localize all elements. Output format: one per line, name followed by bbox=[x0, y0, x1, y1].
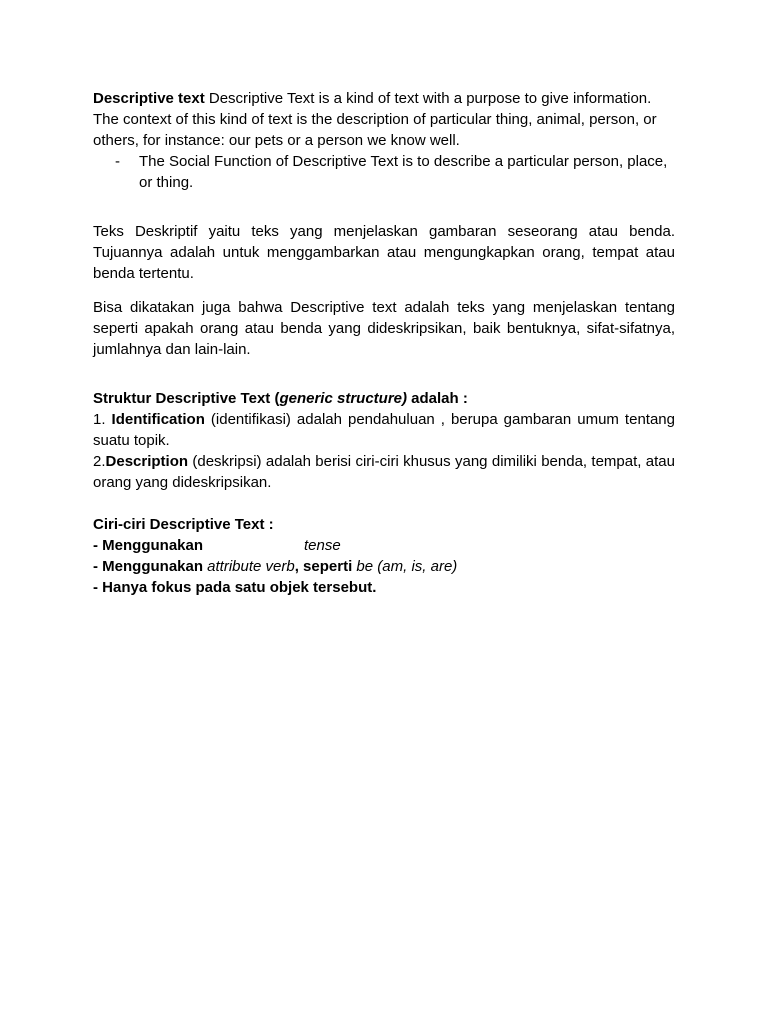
intro-paragraph bbox=[93, 88, 675, 151]
spacer bbox=[93, 493, 675, 514]
feature-line-1 bbox=[93, 535, 675, 556]
structure-item-identification bbox=[93, 409, 675, 451]
intro-term: Descriptive text bbox=[93, 90, 205, 107]
structure-item-description bbox=[93, 451, 675, 493]
feature-line-2-text: - Menggunakan bbox=[93, 558, 208, 575]
features-heading bbox=[93, 514, 675, 535]
feature-line-1-text: - Menggunakan bbox=[93, 537, 204, 554]
feature-line-3 bbox=[93, 577, 675, 598]
spacer bbox=[93, 284, 675, 297]
spacer bbox=[93, 360, 675, 388]
features-heading-text: Ciri-ciri Descriptive Text : bbox=[93, 516, 274, 533]
structure-heading-b: adalah : bbox=[407, 390, 468, 407]
structure-item-text: (identifikasi) adalah pendahuluan , berupa gambaran umum tentang suatu topik. bbox=[93, 411, 675, 449]
structure-heading-a: Struktur Descriptive Text ( bbox=[93, 390, 280, 407]
structure-item-term: Identification bbox=[111, 411, 205, 428]
feature-line-2 bbox=[93, 556, 675, 577]
structure-heading bbox=[93, 388, 675, 409]
structure-item-text: (deskripsi) adalah berisi ciri-ciri khusus yang dimiliki benda, tempat, atau orang yang dideskripsikan. bbox=[93, 453, 675, 491]
paragraph-bisa-dikatakan: Bisa dikatakan juga bahwa Descriptive text adalah teks yang menjelaskan tentang seperti apakah orang atau benda yang dideskripsikan, baik bentuknya, sifat-sifatnya, jumlahnya dan lain-lain. bbox=[93, 299, 675, 358]
structure-item-number: 1. bbox=[93, 411, 112, 428]
feature-line-2-text-b: , seperti bbox=[294, 558, 357, 575]
bullet-marker: - bbox=[115, 153, 120, 170]
document-body bbox=[93, 88, 675, 598]
feature-line-1-italic: tense bbox=[304, 537, 341, 554]
intro-definition: Descriptive Text is a kind of text with a purpose to give information. The context of this kind of text is the description of particular thing, animal, person, or others, for instance: our pets or a person we know well. bbox=[93, 90, 657, 149]
feature-line-3-text: - Hanya fokus pada satu objek tersebut. bbox=[93, 579, 377, 596]
structure-item-number: 2. bbox=[93, 453, 106, 470]
bullet-text: The Social Function of Descriptive Text is to describe a particular person, place, or thing. bbox=[139, 153, 668, 191]
feature-line-2-italic: attribute verb bbox=[207, 558, 295, 575]
paragraph-teks-deskriptif: Teks Deskriptif yaitu teks yang menjelaskan gambaran seseorang atau benda. Tujuannya adalah untuk menggambarkan atau mengungkapkan orang, tempat atau benda tertentu. bbox=[93, 223, 675, 282]
feature-line-2-italic-b: be (am, is, are) bbox=[356, 558, 458, 575]
spacer bbox=[93, 193, 675, 221]
structure-heading-italic: generic structure) bbox=[279, 390, 407, 407]
social-function-bullet bbox=[115, 151, 675, 193]
structure-item-term: Description bbox=[105, 453, 189, 470]
